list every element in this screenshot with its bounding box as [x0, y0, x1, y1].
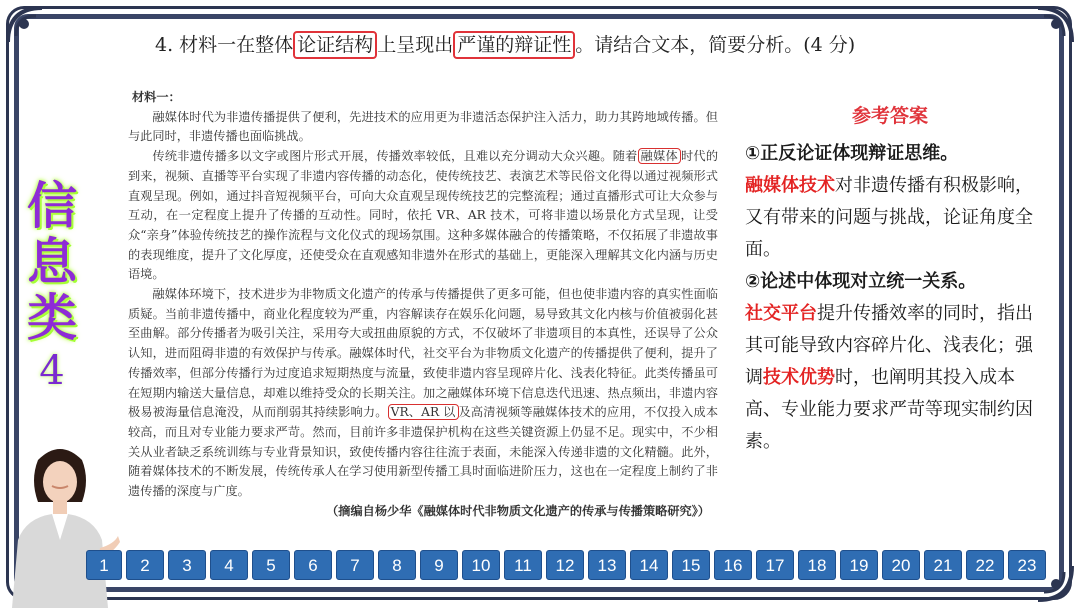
page-button[interactable]: 6 — [294, 550, 332, 580]
category-number: 4 — [39, 348, 65, 394]
page-button[interactable]: 22 — [966, 550, 1004, 580]
presenter-avatar — [0, 440, 120, 608]
page-button[interactable]: 18 — [798, 550, 836, 580]
material-paragraph: 融媒体环境下，技术进步为非物质文化遗产的传承与传播提供了更多可能，但也使非遗内容的真实性面临质疑。当前非遗传播中，商业化程度较为严重，内容解读存在娱乐化问题，易导致其文化内核与价值被弱化甚至曲解。部分传播者为吸引关注，采用夸大或扭曲原貌的方式，不仅破坏了非遗项目的本真性，还误导了公众认知，进而阻碍非遗的有效保护与传承。融媒体时代，社交平台为非物质文化遗产的传播提供了便利，提升了传播效率，但部分传播行为过度追求短期热度与流量，致使非遗内容呈现碎片化、浅表化特征。此类传播虽可在短期内输送大量信息，却难以维持受众的长期关注。加之融媒体环境下信息迭代迅速、热点频出，非遗内容极易被海量信息淹没，从而削弱其持续影响力。 VR、AR 以 及高清视频等融媒体技术的应用，不仅投入成本较高，而且对专业能力要求严苛。然而，目前许多非遗保护机构在这些关键资源上仍显不足。现实中，不少相关从业者缺乏系统训练与专业背景知识，致使传播内容往往流于表面，未能深入传递非遗的文化精髓。此外，随着媒体技术的不断发展，传统传承人在学习使用新型传播工具时面临进阶压力，这也在一定程度上制约了非遗传播的深度与广度。 — [128, 287, 719, 499]
material-document — [128, 88, 718, 521]
page-button[interactable]: 23 — [1008, 550, 1046, 580]
highlight-box: 严谨的辩证性 — [453, 31, 575, 59]
page-button[interactable]: 20 — [882, 550, 920, 580]
question-text: 4. 材料一在整体 论证结构 上呈现出 严谨的辩证性 。请结合文本，简要分析。(4 分) — [155, 30, 855, 57]
highlight-box: 融媒体 — [638, 148, 681, 164]
page-button[interactable]: 5 — [252, 550, 290, 580]
category-char: 类 — [27, 289, 77, 347]
material-paragraph: 传统非遗传播多以文字或图片形式开展，传播效率较低，且难以充分调动大众兴趣。随着 融媒体 时代的到来，视频、直播等平台实现了非遗内容传播的动态化，使传统技艺、表演艺术等民俗文化得以通过视频形式直观呈现。例如，通过抖音短视频平台，可向大众直观呈现传统技艺的完整流程；通过直播形式可让大众参与互动，在一定程度上提升了传播的互动性。同时，依托 VR、AR 技术，可将非遗以场景化方式呈现，让受众“亲身”体验传统技艺的操作流程与文化仪式的现场氛围。这种多媒体融合的传播策略，不仅拓展了非遗故事的表现维度，提升了文化厚度，还使受众在直观感知非遗外在形式的基础上，更能深入理解其文化内涵与历史语境。 — [128, 149, 719, 282]
page-button[interactable]: 21 — [924, 550, 962, 580]
page-button[interactable]: 1 — [86, 550, 122, 580]
reference-answer — [745, 100, 1035, 458]
answer-detail: 社交平台提升传播效率的同时，指出其可能导致内容碎片化、浅表化；强调技术优势时，也阐明其投入成本高、专业能力要求严苛等现实制约因素。 — [745, 303, 1033, 452]
page-button[interactable]: 15 — [672, 550, 710, 580]
answer-point: ②论述中体现对立统一关系。 — [745, 271, 977, 292]
corner-ornament-icon — [2, 2, 72, 72]
page-button[interactable]: 16 — [714, 550, 752, 580]
page-button[interactable]: 11 — [504, 550, 542, 580]
category-char: 息 — [27, 233, 77, 291]
page-button[interactable]: 14 — [630, 550, 668, 580]
page-button[interactable]: 13 — [588, 550, 626, 580]
highlight-box: VR、AR 以 — [388, 404, 459, 420]
page-button[interactable]: 8 — [378, 550, 416, 580]
category-char: 信 — [27, 177, 77, 235]
material-paragraph: 融媒体时代为非遗传播提供了便利，先进技术的应用更为非遗活态保护注入活力，助力其跨地域传播。但与此同时，非遗传播也面临挑战。 — [128, 109, 718, 144]
page-button[interactable]: 7 — [336, 550, 374, 580]
page-button[interactable]: 9 — [420, 550, 458, 580]
page-button[interactable]: 4 — [210, 550, 248, 580]
page-navigation — [86, 550, 1046, 582]
corner-ornament-icon — [1008, 2, 1078, 72]
material-source: （摘编自杨少华《融媒体时代非物质文化遗产的传承与传播策略研究》） — [326, 503, 710, 518]
page-button[interactable]: 3 — [168, 550, 206, 580]
page-button[interactable]: 2 — [126, 550, 164, 580]
answer-point: ①正反论证体现辩证思维。 — [745, 143, 959, 164]
page-button[interactable]: 17 — [756, 550, 794, 580]
page-button[interactable]: 12 — [546, 550, 584, 580]
answer-title: 参考答案 — [851, 105, 928, 127]
material-heading: 材料一： — [132, 90, 181, 104]
answer-detail: 融媒体技术对非遗传播有积极影响，又有带来的问题与挑战，论证角度全面。 — [745, 175, 1033, 260]
page-button[interactable]: 19 — [840, 550, 878, 580]
category-title — [22, 178, 82, 394]
highlight-box: 论证结构 — [293, 31, 377, 59]
page-button[interactable]: 10 — [462, 550, 500, 580]
